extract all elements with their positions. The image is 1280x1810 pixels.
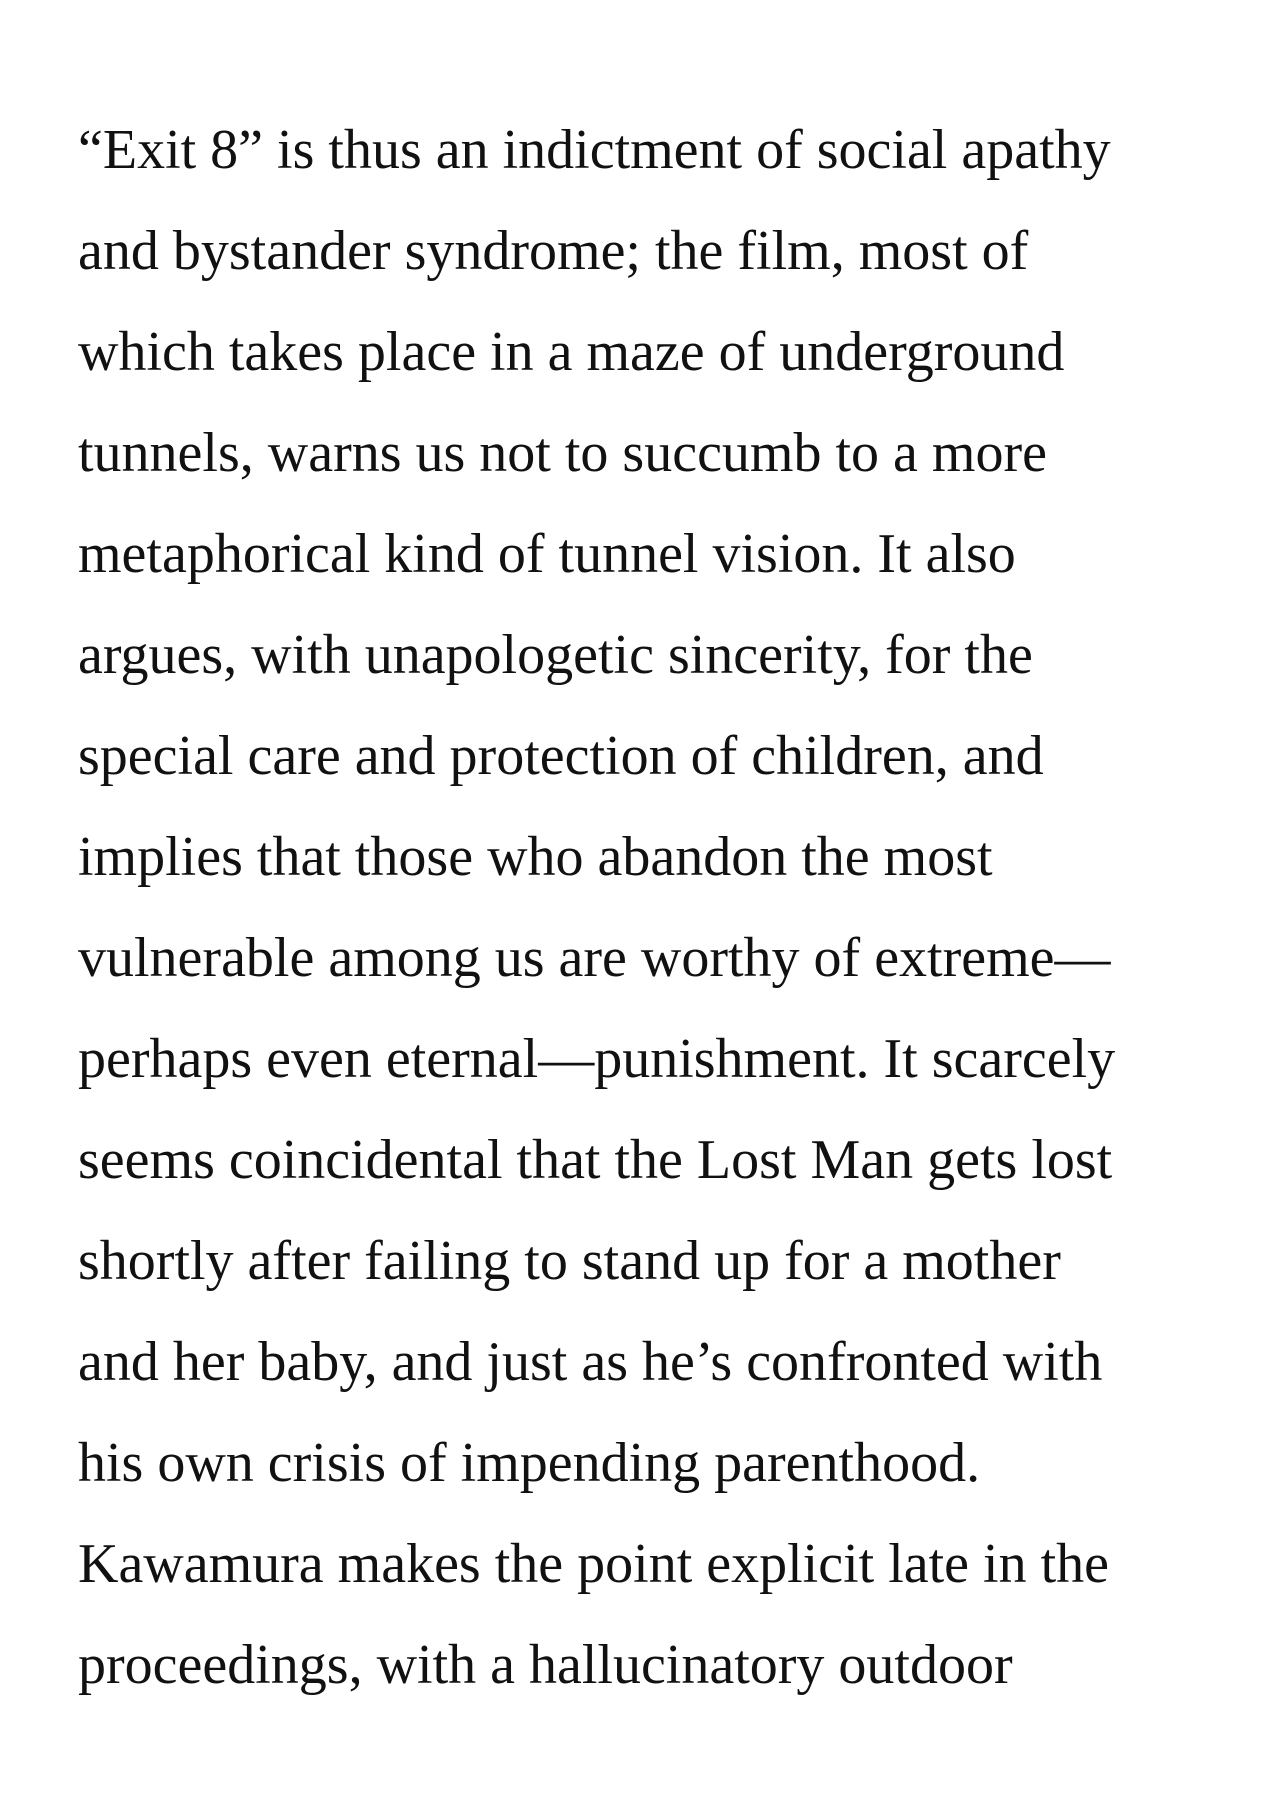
text-line: which takes place in a maze of underground xyxy=(78,321,1065,383)
text-line: and her baby, and just as he’s confronted with xyxy=(78,1331,1103,1393)
text-line: special care and protection of children, and xyxy=(78,725,1044,787)
body-paragraph xyxy=(78,100,1228,1716)
text-line: argues, with unapologetic sincerity, for the xyxy=(78,624,1033,686)
text-line: proceedings, with a hallucinatory outdoor xyxy=(78,1634,1013,1696)
text-line: “Exit 8” is thus an indictment of social apathy xyxy=(78,119,1111,181)
text-line: perhaps even eternal—punishment. It scarcely xyxy=(78,1028,1116,1090)
text-line: metaphorical kind of tunnel vision. It also xyxy=(78,523,1016,585)
text-line: and bystander syndrome; the film, most of xyxy=(78,220,1029,282)
text-line: shortly after failing to stand up for a mother xyxy=(78,1230,1061,1292)
text-line: Kawamura makes the point explicit late in the xyxy=(78,1533,1109,1595)
text-line: vulnerable among us are worthy of extreme— xyxy=(78,927,1111,989)
text-line: tunnels, warns us not to succumb to a more xyxy=(78,422,1047,484)
text-line: implies that those who abandon the most xyxy=(78,826,993,888)
text-line: his own crisis of impending parenthood. xyxy=(78,1432,981,1494)
text-line: seems coincidental that the Lost Man gets lost xyxy=(78,1129,1113,1191)
